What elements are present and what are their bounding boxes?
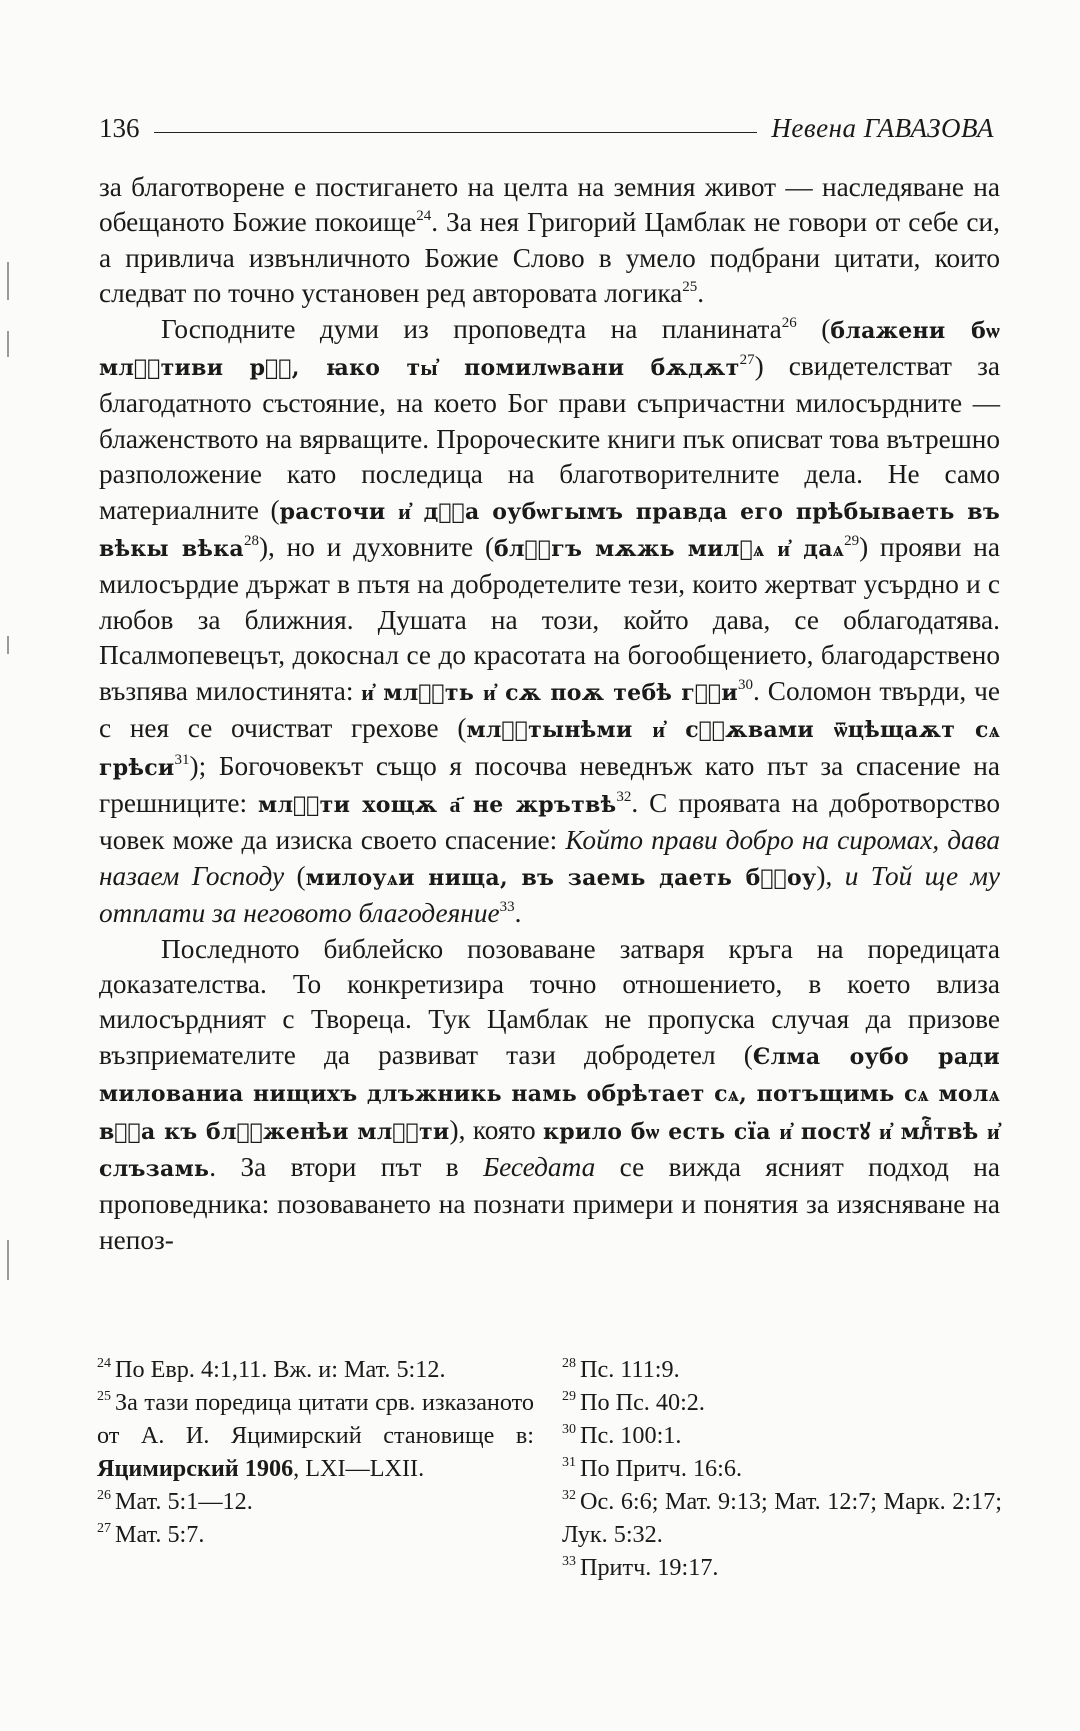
text-run: Последното библейско позоваване затваря кръга на поредицата доказателства. То конкретизира точно отношението, в което влиза милосърдният с Твореца. Тук Цамблак не пропуска случая да призове възприемателите да развиват тази добродетел ( xyxy=(99,933,1000,1070)
text-run: за благотворене е постигането на целта на земния живот — наследяване на обещаното Божие покоище xyxy=(99,172,1000,238)
church-slavonic-quote: блⷭ҇гъ мѫжь милꙋѧ и҆ даѧ xyxy=(494,536,845,563)
footnote-number: 32 xyxy=(562,1488,576,1503)
footnote-number: 30 xyxy=(562,1422,576,1437)
footnote-ref: 26 xyxy=(781,314,797,331)
body-text xyxy=(99,170,1000,1258)
footnote-number: 33 xyxy=(562,1554,576,1569)
footnote-24 xyxy=(97,1353,534,1386)
footnote-ref: 28 xyxy=(243,533,259,550)
text-run: Господните думи из проповедта на планината xyxy=(161,313,782,344)
footnote-number: 28 xyxy=(562,1356,576,1371)
footnote-28 xyxy=(562,1353,1002,1386)
footnote-ref: 32 xyxy=(616,788,632,805)
footnote-ref: 33 xyxy=(499,899,515,916)
paragraph xyxy=(99,312,1000,932)
footnote-text: По Притч. 16:6. xyxy=(580,1455,742,1482)
running-header xyxy=(99,108,994,148)
footnote-number: 25 xyxy=(97,1389,111,1404)
footnotes-right-column xyxy=(562,1353,1002,1584)
footnote-number: 26 xyxy=(97,1488,111,1503)
margin-scan-mark xyxy=(7,1240,9,1280)
footnote-number: 31 xyxy=(562,1455,576,1470)
text-run: . Соломон твърди, че с нея се очистват грехове ( xyxy=(99,675,1000,744)
footnote-number: 27 xyxy=(97,1521,111,1536)
footnotes-left-column xyxy=(97,1353,534,1584)
footnote-text: Притч. 19:17. xyxy=(580,1554,719,1581)
footnote-text: По Евр. 4:1,11. Вж. и: Мат. 5:12. xyxy=(115,1356,446,1383)
church-slavonic-quote: млⷭ҇ти хощѫ а҃ не жрътвѣ xyxy=(258,791,617,818)
footnote-ref: 27 xyxy=(739,352,755,369)
church-slavonic-quote: и҆ млⷭ҇ть и҆ сѫ поѫ тебѣ гⷭ҇и xyxy=(361,679,739,706)
footnote-ref: 25 xyxy=(682,279,698,296)
footnote-number: 24 xyxy=(97,1356,111,1371)
footnote-25 xyxy=(97,1386,534,1485)
footnote-text-tail: , LXI—LXII. xyxy=(293,1455,425,1482)
church-slavonic-quote: крило бѡ есть сїа и҆ постꙋ и҆ млⷭ҇твѣ и҆ слъзамь xyxy=(99,1118,1000,1182)
text-run: . xyxy=(697,278,705,309)
text-run: . За нея Григорий Цамблак не говори от себе си, а привлича извънличното Божие Слово в умело подбрани цитати, които следват по точно установен ред авторовата логика xyxy=(99,207,1000,309)
page-number: 136 xyxy=(99,112,140,143)
footnote-31 xyxy=(562,1452,1002,1485)
footnote-text: Пс. 100:1. xyxy=(580,1422,682,1449)
text-run: . За втори път в xyxy=(209,1151,484,1182)
footnotes xyxy=(97,1353,1002,1584)
text-run: ); Богочовекът също я посочва неведнъж като път за спасение на грешниците: xyxy=(99,750,1000,818)
text-run: ) свидетелстват за благодатното състояние, на което Бог прави съпричастни милосърдните — блаженството на вярващите. Пророческите книги пък описват това вътрешно разположение като последица на благотворителните дела. Не само материалните ( xyxy=(99,351,1000,525)
footnote-text: По Пс. 40:2. xyxy=(580,1389,705,1416)
church-slavonic-quote: Єлма оубо ради милованиа нищихъ длъжникь намь обрѣтает сѧ, потъщимь сѧ молѧ вⷭ҇а къ блⷭ҇женѣи млⷭ҇ти xyxy=(99,1043,1000,1145)
text-run: ) прояви на милосърдие държат в пътя на добродетелите тези, които жертват усърдно и с любов за ближния. Душата на този, който дава, се облагодатява. Псалмопевецът, докоснал се до красотата на богообщението, благодарствено възпява милостинята: xyxy=(99,532,1000,706)
paragraph xyxy=(99,170,1000,312)
footnote-ref: 29 xyxy=(844,533,860,550)
text-run: се вижда ясният подход на проповедника: позоваването на познати примери и понятия за изясняване на непоз- xyxy=(99,1151,1000,1255)
church-slavonic-quote: милоуѧи нища, въ заемь даеть бⷭ҇оу xyxy=(305,864,817,891)
text-run: . xyxy=(514,898,522,929)
text-run: ( xyxy=(284,860,306,891)
footnote-30 xyxy=(562,1419,1002,1452)
italic-quote: Беседата xyxy=(483,1151,596,1182)
footnote-33 xyxy=(562,1551,1002,1584)
footnote-text: Ос. 6:6; Мат. 9:13; Мат. 12:7; Марк. 2:17; Лук. 5:32. xyxy=(562,1488,1002,1548)
footnote-32 xyxy=(562,1485,1002,1551)
footnote-ref: 24 xyxy=(416,208,432,225)
footnote-text: Пс. 111:9. xyxy=(580,1356,680,1383)
text-run: ( xyxy=(796,313,831,344)
margin-scan-mark xyxy=(7,262,9,300)
footnote-reference-bold: Яцимирский 1906 xyxy=(97,1455,294,1482)
text-run: ), xyxy=(816,860,845,891)
footnote-26 xyxy=(97,1485,534,1518)
paragraph xyxy=(99,932,1000,1259)
margin-scan-mark xyxy=(7,636,9,654)
church-slavonic-quote: блажени бѡ млⷭ҇тиви рⷱ҇, ꙗко ты҆ помилѡвани бѫдѫт xyxy=(99,317,1001,382)
margin-scan-mark xyxy=(7,331,9,357)
church-slavonic-quote: расточи и҆ дⷭ҇а оубѡгымъ правда его прѣбываеть въ вѣкы вѣка xyxy=(99,498,1000,563)
running-head-author: Невена ГАВАЗОВА xyxy=(771,112,994,143)
footnote-27 xyxy=(97,1518,534,1551)
footnote-ref: 31 xyxy=(174,751,190,768)
header-rule xyxy=(154,132,758,133)
text-run: ), но и духовните ( xyxy=(258,532,495,563)
church-slavonic-quote: млⷭ҇тынѣми и҆ сⷭ҇ѫвами ѿцѣщаѫт сѧ грѣси xyxy=(99,717,1000,781)
footnote-text: За тази поредица цитати срв. изказаното от А. И. Яцимирский становище в: xyxy=(97,1389,534,1449)
italic-quote: Който прави добро на сиромах, дава назаем Господу xyxy=(99,825,1000,891)
footnote-text: Мат. 5:7. xyxy=(115,1521,205,1548)
footnote-text: Мат. 5:1—12. xyxy=(115,1488,253,1515)
footnote-29 xyxy=(562,1386,1002,1419)
footnote-number: 29 xyxy=(562,1389,576,1404)
text-run: . С проявата на добротворство човек може да изиска своето спасение: xyxy=(99,787,1000,856)
text-run: ), която xyxy=(449,1114,543,1145)
footnote-ref: 30 xyxy=(738,676,754,693)
italic-quote: и Той ще му отплати за неговото благодеяние xyxy=(99,860,1000,929)
